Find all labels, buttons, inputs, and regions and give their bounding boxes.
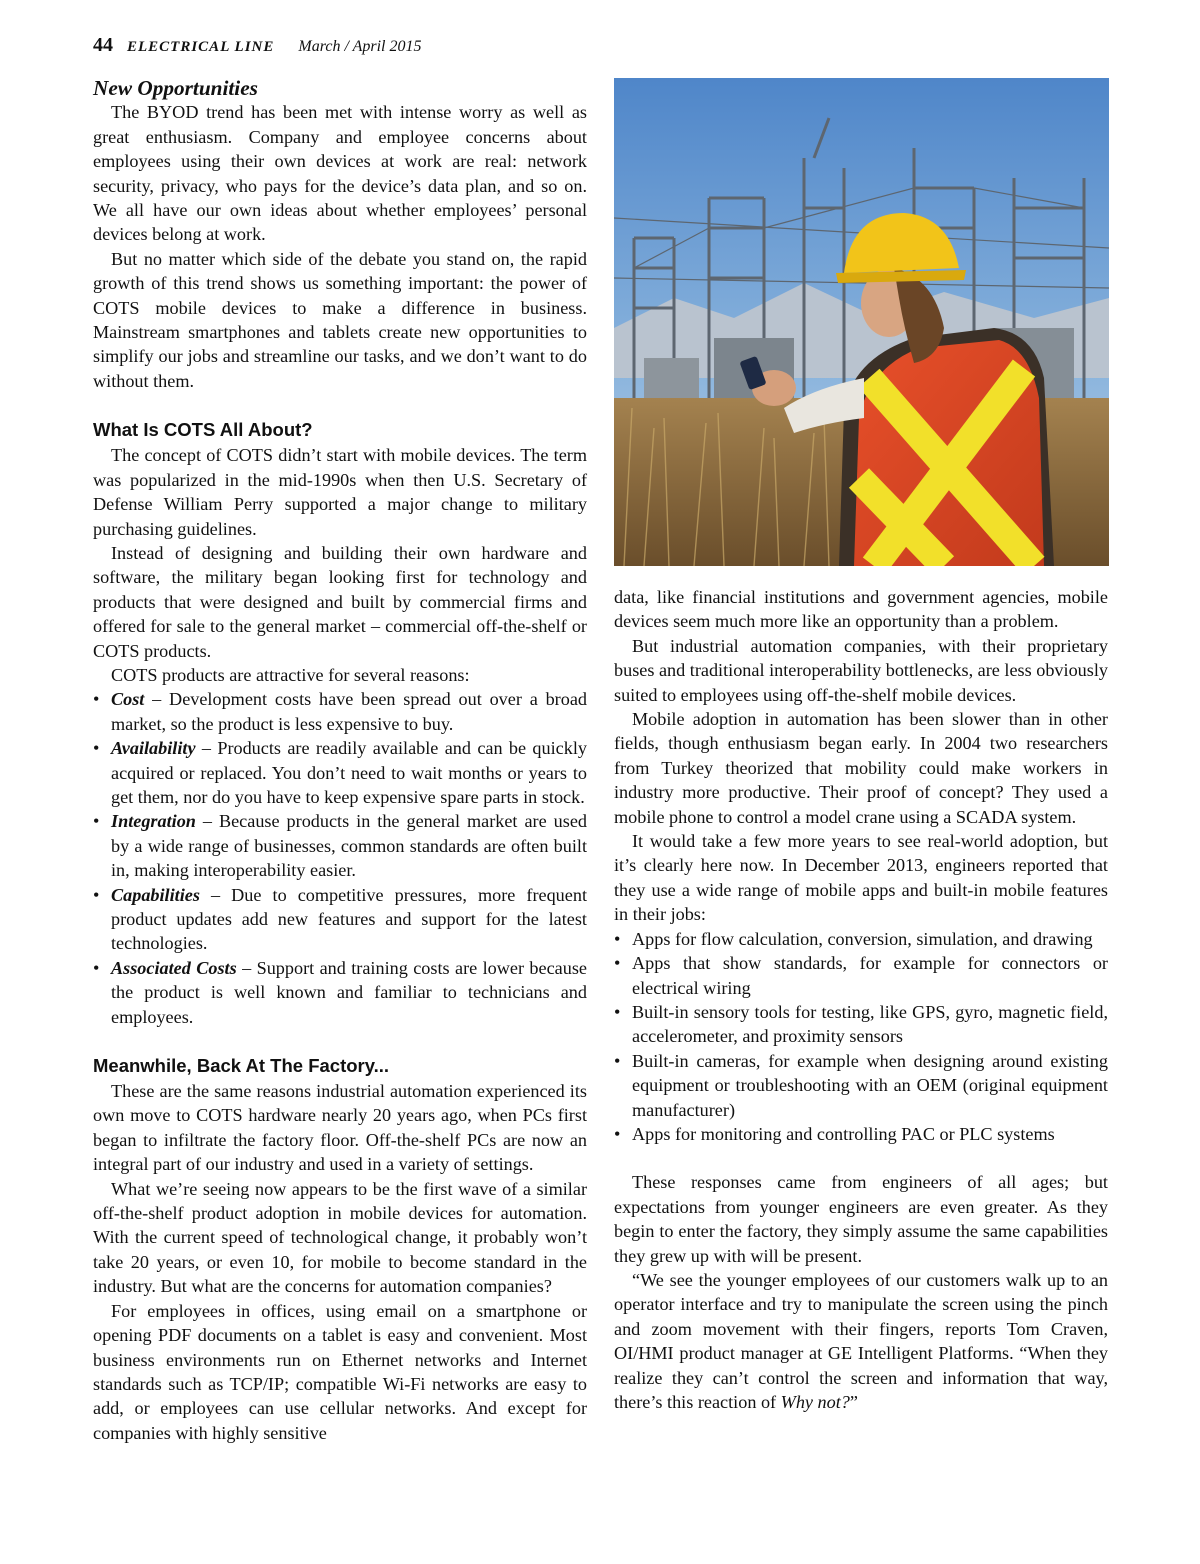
right-column: [614, 585, 1108, 1414]
list-item: • Apps that show standards, for example for connectors or electrical wiring: [614, 951, 1108, 1000]
heading-new-opportunities: New Opportunities: [93, 76, 258, 100]
heading-back-at-factory: Meanwhile, Back At The Factory...: [93, 1055, 390, 1077]
left-column: [93, 76, 587, 1445]
list-item: • Cost – Development costs have been spread out over a broad market, so the product is less expensive to buy.: [93, 687, 587, 736]
list-item: • Associated Costs – Support and training costs are lower because the product is well known and familiar to technicians and employees.: [93, 956, 587, 1029]
emphasis: Why not?: [780, 1392, 850, 1412]
paragraph: Mobile adoption in automation has been slower than in other fields, though enthusiasm began early. In 2004 two researchers from Turkey theorized that mobility could make workers in industry more productive. Their proof of concept? They used a mobile phone to control a model crane using a SCADA system.: [614, 709, 1108, 827]
paragraph: The BYOD trend has been met with intense worry as well as great enthusiasm. Company and employee concerns about employees using their own devices at work are real: network security, privacy, who pays for the device’s data plan, and so on. We all have our own ideas about whether employees’ personal devices belong at work.: [93, 102, 587, 245]
paragraph: data, like financial institutions and government agencies, mobile devices seem much more like an opportunity than a problem.: [614, 587, 1108, 632]
paragraph: But no matter which side of the debate you stand on, the rapid growth of this trend shows us something important: the power of COTS mobile devices to make a difference in business. Mainstream smartphones and tablets create new opportunities to simplify our jobs and streamline our tasks, and we don’t want to do without them.: [93, 248, 587, 391]
paragraph: It would take a few more years to see real-world adoption, but it’s clearly here now. In December 2013, engineers reported that they use a wide range of mobile apps and built-in mobile features in their jobs:: [614, 831, 1108, 925]
paragraph: The concept of COTS didn’t start with mobile devices. The term was popularized in the mid-1990s when then U.S. Secretary of Defense William Perry supported a major change to military purchasing guidelines.: [93, 445, 587, 539]
issue-date: March / April 2015: [298, 38, 422, 55]
spacer: [614, 1146, 1108, 1170]
list-item: • Availability – Products are readily available and can be quickly acquired or replaced. You don’t need to wait months or years to get them, nor do you have to keep expensive spare parts in stock.: [93, 736, 587, 809]
list-item: • Built-in cameras, for example when designing around existing equipment or troubleshooting with an OEM (original equipment manufacturer): [614, 1049, 1108, 1122]
mobile-features-list: [614, 927, 1108, 1147]
list-item: • Integration – Because products in the general market are used by a wide range of businesses, common standards are often built in, making interoperability easier.: [93, 809, 587, 882]
heading-what-is-cots: What Is COTS All About?: [93, 419, 313, 441]
paragraph: For employees in offices, using email on a smartphone or opening PDF documents on a tablet is easy and convenient. Most business environments run on Ethernet networks and Internet standards such as TCP/IP; compatible Wi-Fi networks are easy to add, or employees can use cellular networks. And except for companies with highly sensitive: [93, 1300, 587, 1443]
photo-worker-with-phone: [614, 78, 1109, 566]
publication-name: ELECTRICAL LINE: [127, 39, 275, 55]
list-item: • Built-in sensory tools for testing, like GPS, gyro, magnetic field, accelerometer, and proximity sensors: [614, 1000, 1108, 1049]
paragraph: Instead of designing and building their own hardware and software, the military began looking first for technology and products that were designed and built by commercial firms and offered for sale to the general market – commercial off-the-shelf or COTS products.: [93, 542, 587, 661]
list-item: • Apps for monitoring and controlling PAC or PLC systems: [614, 1122, 1108, 1146]
running-header: [93, 34, 422, 58]
paragraph: What we’re seeing now appears to be the first wave of a similar off-the-shelf product adoption in mobile devices for automation. With the current speed of technological change, it probably won’t take 20 years, or even 10, for mobile to become standard in the industry. But what are the concerns for automation companies?: [93, 1178, 587, 1297]
list-item: • Capabilities – Due to competitive pressures, more frequent product updates add new features and support for the latest technologies.: [93, 883, 587, 956]
paragraph: These responses came from engineers of all ages; but expectations from younger engineers are even greater. As they begin to enter the factory, they simply assume the same capabilities they grew up with will be present.: [614, 1172, 1108, 1266]
page-number: 44: [93, 34, 113, 56]
paragraph: But industrial automation companies, with their proprietary buses and traditional interoperability bottlenecks, are less obviously suited to employees using off-the-shelf mobile devices.: [614, 635, 1108, 705]
cots-reasons-list: [93, 687, 587, 1029]
quote-paragraph: “We see the younger employees of our customers walk up to an operator interface and try to manipulate the screen using the pinch and zoom movement with their fingers, reports Tom Craven, OI/HMI product manager at GE Intelligent Platforms. “When they realize they can’t control the screen and information that way, there’s this reaction of Why not?”: [614, 1269, 1108, 1412]
paragraph: COTS products are attractive for several reasons:: [111, 664, 470, 685]
paragraph: These are the same reasons industrial automation experienced its own move to COTS hardware nearly 20 years ago, when PCs first began to infiltrate the factory floor. Off-the-shelf PCs are now an integral part of our industry and used in a variety of settings.: [93, 1081, 587, 1175]
list-item: • Apps for flow calculation, conversion, simulation, and drawing: [614, 927, 1108, 951]
